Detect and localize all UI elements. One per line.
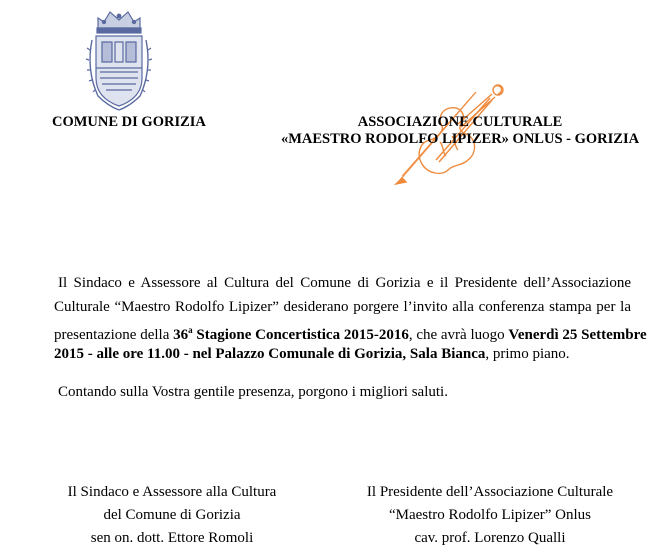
paragraph-line-1-text: Il Sindaco e Assessore al Cultura del Comune di Gorizia e il Presidente dell’Associazione (58, 275, 631, 291)
signature-presidente (340, 481, 640, 550)
signature-sindaco-role: Il Sindaco e Assessore alla Cultura (67, 484, 277, 500)
signature-sindaco-org: del Comune di Gorizia (103, 507, 241, 523)
invitation-paragraph (54, 272, 647, 366)
paragraph-line-3 (54, 319, 647, 343)
paragraph-line-4 (54, 343, 631, 367)
associazione-title-line1: ASSOCIAZIONE CULTURALE (357, 114, 563, 130)
paragraph-line-3-mid: , che avrà luogo (408, 327, 509, 343)
signature-sindaco-name: sen on. dott. Ettore Romoli (90, 530, 254, 546)
associazione-title (280, 114, 640, 148)
event-date-place: 2015 - alle ore 11.00 - nel Palazzo Comunale di Gorizia, Sala Bianca (54, 345, 486, 362)
comune-title: COMUNE DI GORIZIA (52, 114, 206, 130)
signature-presidente-name: cav. prof. Lorenzo Qualli (414, 530, 566, 546)
associazione-title-line2: «MAESTRO RODOLFO LIPIZER» ONLUS - GORIZIA (280, 131, 640, 147)
paragraph-line-2: Culturale “Maestro Rodolfo Lipizer” desiderano porgere l’invito alla conferenza stampa per la (54, 298, 631, 315)
paragraph-line-4-end: , primo piano. (485, 345, 570, 362)
signature-presidente-role: Il Presidente dell’Associazione Culturale (366, 484, 614, 500)
season-title: Stagione Concertistica 2015-2016 (192, 327, 409, 343)
event-date-start: Venerdì 25 Settembre (508, 327, 647, 343)
paragraph-line-1 (54, 272, 631, 296)
season-number: 36 (173, 327, 189, 343)
gorizia-coat-of-arms (84, 6, 154, 112)
signature-presidente-org: “Maestro Rodolfo Lipizer” Onlus (388, 507, 592, 523)
season-ordinal: a (188, 325, 193, 335)
paragraph-line-3-pre: presentazione della (54, 327, 174, 343)
closing-greeting: Contando sulla Vostra gentile presenza, porgono i migliori saluti. (58, 384, 448, 400)
signature-sindaco (22, 481, 322, 550)
